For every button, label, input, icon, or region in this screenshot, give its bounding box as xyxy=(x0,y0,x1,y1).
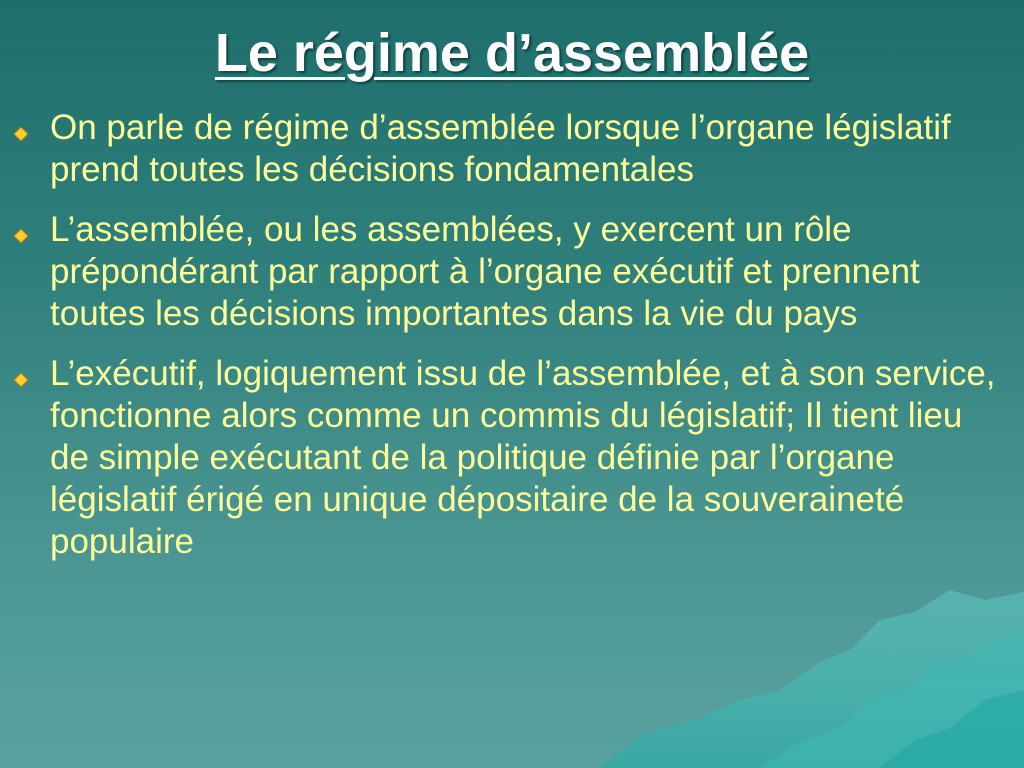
bullet-item xyxy=(10,353,1000,563)
bullet-item xyxy=(10,107,1000,191)
diamond-icon xyxy=(14,373,28,387)
bullet-text: On parle de régime d’assemblée lorsque l’organe législatif prend toutes les décisions fondamentales xyxy=(50,108,951,189)
bullet-text: L’exécutif, logiquement issu de l’assemblée, et à son service, fonctionne alors comme un commis du législatif; Il tient lieu de simple exécutant de la politique définie par l’organe législatif érigé en unique dépositaire de la souveraineté populaire xyxy=(50,354,996,561)
bullet-text: L’assemblée, ou les assemblées, y exercent un rôle prépondérant par rapport à l’organe exécutif et prennent toutes les décisions importantes dans la vie du pays xyxy=(50,210,920,333)
slide-title: Le régime d’assemblée xyxy=(214,23,810,83)
bullet-list xyxy=(10,107,1000,581)
bullet-item xyxy=(10,209,1000,335)
diamond-icon xyxy=(14,229,28,243)
diamond-icon xyxy=(14,127,28,141)
